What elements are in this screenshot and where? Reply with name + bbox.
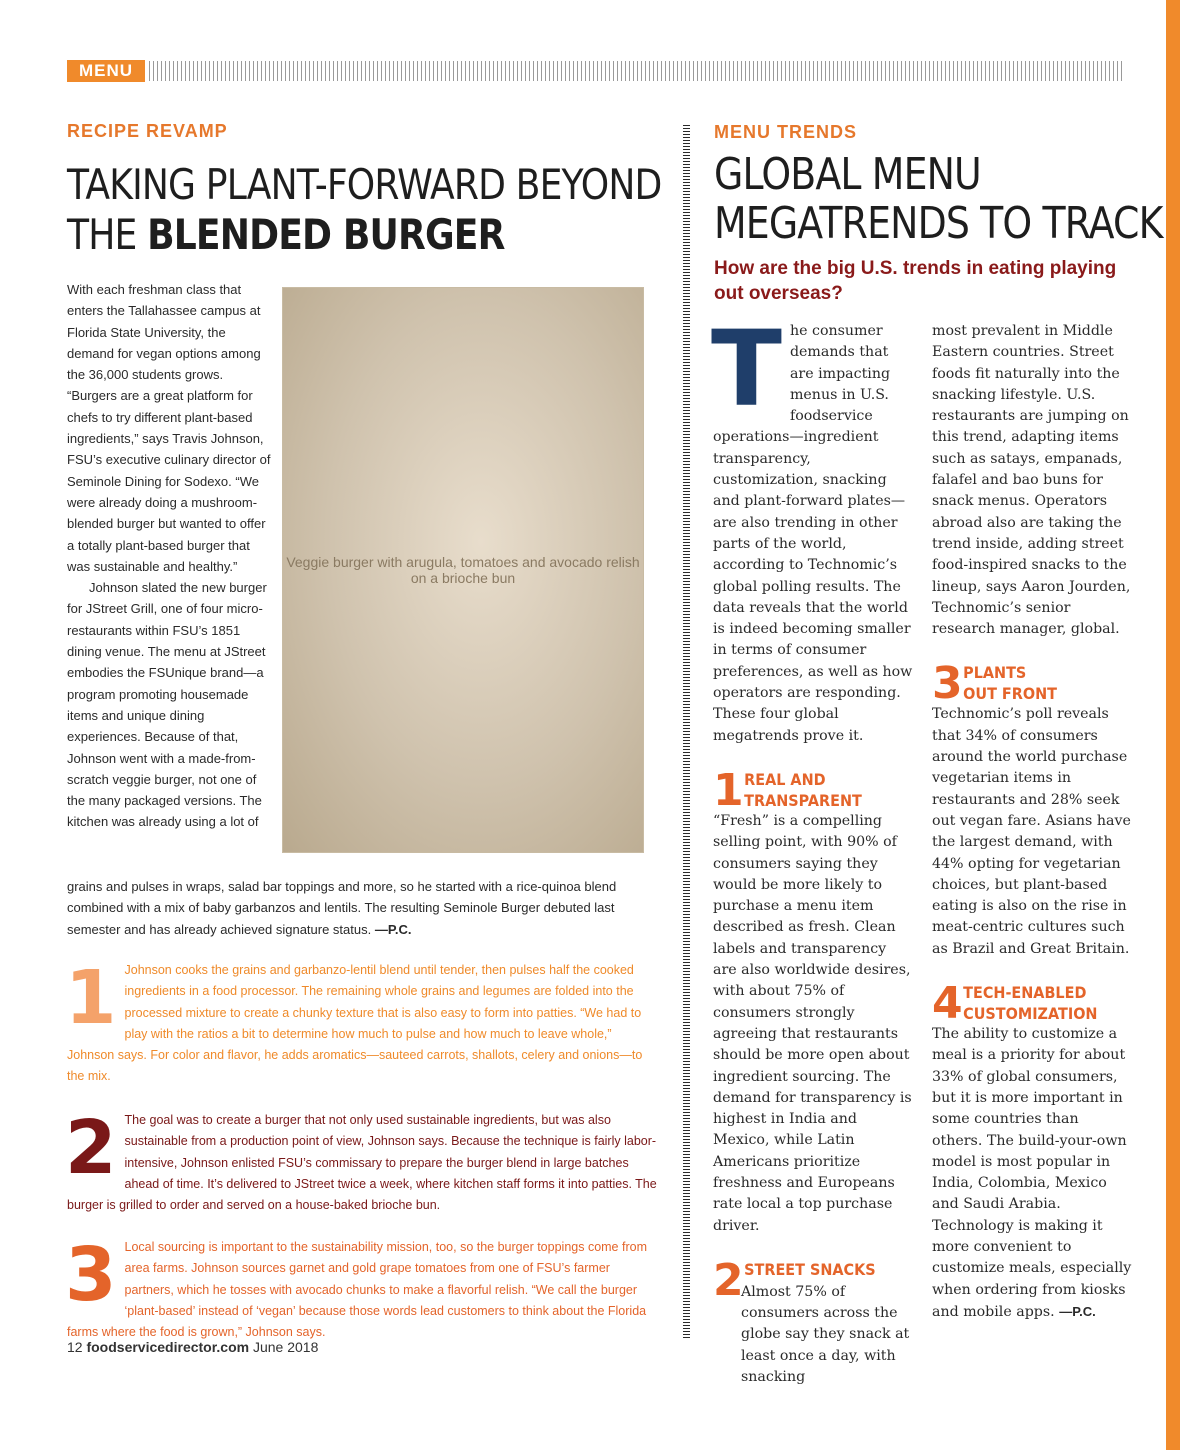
trend-1-heading [713, 769, 913, 811]
right-signature: —P.C. [1059, 1303, 1096, 1319]
footer-date: June 2018 [252, 1339, 319, 1355]
trend-number: 2 [713, 1258, 744, 1301]
recipe-step-2 [65, 1105, 657, 1216]
headline-regular: THE [67, 210, 148, 259]
trend-number: 1 [713, 768, 744, 811]
right-kicker: MENU TRENDS [714, 122, 858, 142]
intro-paragraph [711, 308, 913, 747]
trend-title-line-2: TRANSPARENT [744, 790, 862, 810]
trend-title-line-2: CUSTOMIZATION [963, 1004, 1098, 1024]
page-edge-bar [1166, 0, 1180, 1450]
body-paragraph-2: Johnson slated the new burger for JStreet Grill, one of four micro-restaurants within FSU’s 1851 dining venue. The menu at JStreet embodies the FSUnique brand—a program promoting housemade items and unique dining experiences. Because of that, Johnson went with a made-from-scratch veggie burger, not one of the many packaged versions. The kitchen was already using a lot of [67, 580, 267, 830]
recipe-step-1 [65, 955, 657, 1088]
page-number: 12 [67, 1339, 83, 1355]
headline-bold: BLENDED BURGER [147, 210, 505, 259]
step-number: 1 [65, 955, 117, 1041]
trend-4-heading [932, 982, 1132, 1024]
trend-title [713, 769, 893, 811]
step-number: 3 [65, 1232, 117, 1318]
section-tag: MENU [67, 60, 145, 82]
step-text: Johnson cooks the grains and garbanzo-lentil blend until tender, then pulses half the cooked ingredients in a food processor. The remaining whole grains and legumes are folded into the processed mixture to create a chunky texture that is also easy to form into patties. “We had to play with the ratios a bit to determine how much to pulse and how much to leave whole,” Johnson says. For color and flavor, he adds aromatics—sauteed carrots, shallots, celery and onions—to the mix. [67, 963, 643, 1084]
right-deck: How are the big U.S. trends in eating playing out overseas? [714, 258, 1117, 304]
trend-1-text: “Fresh” is a compelling selling point, with 90% of consumers saying they would be more likely to purchase a menu item described as fresh. Clean labels and transparency are also worldwide desires, with about 75% of consumers strongly agreeing that restaurants should be more open about ingredient sourcing. The demand for transparency is highest in India and Mexico, while Latin Americans prioritize freshness and Europeans rate local a top purchase driver. [713, 812, 912, 1234]
step-text: The goal was to create a burger that not only used sustainable ingredients, but was also sustainable from a production point of view, Johnson says. Because the technique is fairly labor-intensive, Johnson enlisted FSU’s commissary to prepare the burger blend in large batches ahead of time. It’s delivered to JStreet twice a week, where kitchen staff forms it into patties. The burger is grilled to order and served on a house-baked brioche bun. [67, 1113, 657, 1213]
step-number: 2 [65, 1105, 117, 1191]
photo-caption: Veggie burger with arugula, tomatoes and avocado relish on a brioche bun [286, 554, 640, 586]
byline-signature: —P.C. [374, 921, 412, 937]
trend-3-heading [932, 662, 1132, 704]
trend-3-text: Technomic’s poll reveals that 34% of consumers around the world purchase vegetarian items in restaurants and 28% seek out vegan fare. Asians have the largest demand, with 44% opting for vegetarian choices, but plant-based eating is also on the rise in meat-centric cultures such as Brazil and Great Britain. [932, 706, 1131, 957]
trend-4-text [932, 1024, 1132, 1323]
body-continued-text: grains and pulses in wraps, salad bar toppings and more, so he started with a rice-quinoa blend combined with a mix of baby garbanzos and lentils. The resulting Seminole Burger debuted last semester and has already achieved signature status. [67, 879, 617, 937]
trend-4-body: The ability to customize a meal is a priority for about 33% of global consumers, but it is more important in some countries than others. The build-your-own model is most popular in India, Colombia, Mexico and Saudi Arabia. Technology is making it more convenient to customize meals, especially when ordering from kiosks and mobile apps. [932, 1026, 1132, 1320]
footer-site: foodservicedirector.com [86, 1339, 250, 1355]
trend-title-line-1: TECH-ENABLED [963, 983, 1087, 1003]
trend-2-text-continued: most prevalent in Middle Eastern countries. Street foods fit naturally into the snacking lifestyle. U.S. restaurants are jumping on this trend, adapting items such as satays, empanads, falafel and bao buns for snack menus. Operators abroad also are taking the trend inside, adding street food-inspired snacks to the lineup, says Aaron Jourden, Technomic’s senior research manager, global. [932, 323, 1131, 638]
trend-number: 4 [932, 982, 963, 1025]
trend-title [932, 982, 1112, 1024]
right-headline-line-1: GLOBAL MENU [714, 149, 981, 200]
body-paragraph-1: With each freshman class that enters the Tallahassee campus at Florida State University, the demand for vegan options among the 36,000 students grows. “Burgers are a great platform for chefs to try different plant-based ingredients,” says Travis Johnson, FSU’s executive culinary director of Seminole Dining for Sodexo. “We were already doing a mushroom-blended burger but wanted to offer a totally plant-based burger that was sustainable and healthy.” [67, 282, 271, 574]
headline-line-1: TAKING PLANT-FORWARD BEYOND [67, 160, 662, 209]
intro-text: he consumer demands that are impacting menus in U.S. foodservice operations—ingredient transparency, customization, snacking and plant-forward plates—are also trending in other parts of the world, according to Technomic’s global polling results. The data reveals that the world is indeed becoming smaller in terms of consumer preferences, as well as how operators are responding. These four global megatrends prove it. [713, 323, 913, 744]
section-header-strip [67, 60, 1123, 82]
page-footer [67, 1339, 318, 1355]
trend-2-text: Almost 75% of consumers across the globe say they snack at least once a day, with snacking [741, 1283, 910, 1386]
left-kicker: RECIPE REVAMP [67, 121, 228, 141]
trend-title-line-2: OUT FRONT [963, 684, 1057, 704]
headline-line-2 [67, 210, 583, 260]
drop-cap: T [711, 308, 782, 430]
trend-title: STREET SNACKS [744, 1259, 876, 1279]
column-divider [683, 125, 690, 1340]
step-text: Local sourcing is important to the sustainability mission, too, so the burger toppings come from area farms. Johnson sources garnet and gold grape tomatoes from one of FSU’s farmer partners, which he tosses with avocado chunks to make a flavorful relish. “We call the burger ‘plant-based’ instead of ‘vegan’ because those words lead customers to think about the Florida farms where the food is grown,” Johnson says. [67, 1240, 647, 1340]
body-paragraph-2-continued [67, 876, 657, 940]
recipe-step-3 [65, 1232, 657, 1343]
trends-column-2 [932, 321, 1132, 1323]
trend-title-line-1: REAL AND [744, 769, 826, 789]
trend-number: 3 [932, 662, 963, 705]
trends-column-1 [711, 308, 913, 1388]
left-body-column [67, 279, 272, 833]
right-headline-line-2: MEGATRENDS TO TRACK [714, 198, 1163, 249]
trend-title [932, 662, 1112, 704]
header-rule [149, 61, 1123, 81]
right-headline [714, 149, 1163, 249]
trend-title-line-1: PLANTS [963, 663, 1027, 683]
left-headline [67, 160, 662, 260]
burger-photo [282, 287, 644, 853]
